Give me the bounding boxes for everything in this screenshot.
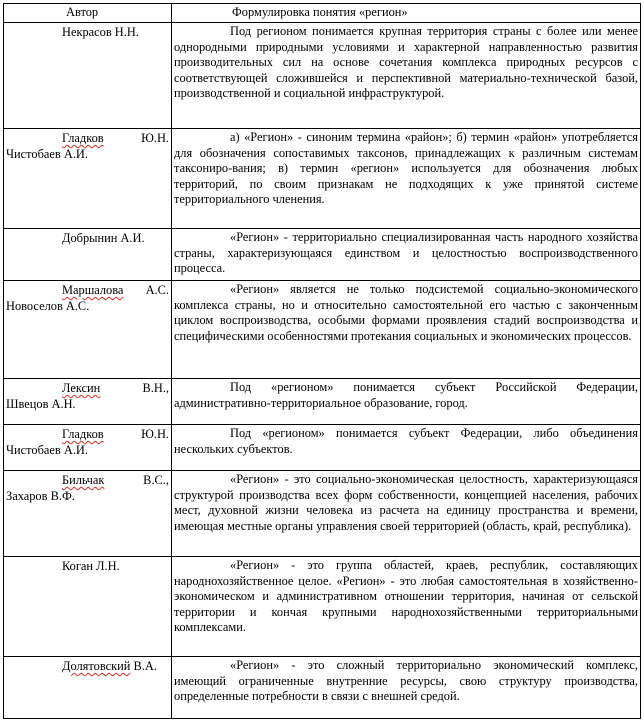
- definition-cell: «Регион» является не только подсистемой социально-экономического комплекса страны, но и относительно самостоятельной его частью с законченным циклом воспроизводства, особыми формами проявления стадий воспроизводства и специфическими особенностями протекания социальных и экономических процессов.: [172, 281, 641, 379]
- definition-cell: «Регион» - это социально-экономическая целостность, характеризующаяся структурой производства всех форм собственности, концепцией населения, рабочих мест, духовной жизни человека из расчета на единицу пространства и времени, имеющая местные органы управления своей территорией (область, край, республика).: [172, 471, 641, 557]
- author-cell: [4, 129, 172, 229]
- definition-cell: «Регион» - это группа областей, краев, республик, составляющих народнохозяйственное целое. «Регион» - это любая самостоятельная в хозяйственно-экономическом и административном отношении территория, начиная от сельской территории и кончая крупными народнохозяйственными территориальными комплексами.: [172, 557, 641, 657]
- author-name: Добрынин А.И.: [62, 231, 145, 245]
- table-row: [4, 657, 641, 719]
- author-column-header: Автор: [4, 4, 172, 23]
- author-name: Гладков Ю.Н. Чистобаев А.И.: [6, 427, 169, 457]
- author-name: Некрасов Н.Н.: [62, 25, 139, 39]
- author-name: Коган Л.Н.: [62, 559, 120, 573]
- table-row: [4, 557, 641, 657]
- author-name: Гладков Ю.Н. Чистобаев А.И.: [6, 131, 169, 161]
- definition-cell: «Регион» - это сложный территориально экономический комплекс, имеющий ограниченные внутренние ресурсы, свою структуру производства, определенные потребности в связи с внешней средой.: [172, 657, 641, 719]
- author-cell: [4, 23, 172, 129]
- table-row: [4, 425, 641, 471]
- author-cell: [4, 425, 172, 471]
- author-cell: [4, 557, 172, 657]
- definition-cell: Под регионом понимается крупная территория страны с более или менее однородными природными условиями и характерной направленностью развития производительных сил на основе сочетания комплекса природных ресурсов с соответствующей сложившейся и перспективной материально-технической базой, производственной и социальной инфраструктурой.: [172, 23, 641, 129]
- definition-column-header: Формулировка понятия «регион»: [172, 4, 641, 23]
- definition-cell: а) «Регион» - синоним термина «район»; б) термин «район» употребляется для обозначения сопоставимых таксонов, принадлежащих к различным системам таксониро-вания; в) термин «регион» используется для обозначения любых территорий, по своим признакам не подходящих к уже принятой системе территориального членения.: [172, 129, 641, 229]
- document-page: [3, 3, 640, 719]
- author-name: Долятовский В.А.: [62, 659, 157, 673]
- author-cell: [4, 657, 172, 719]
- author-name: Маршалова А.С. Новоселов А.С.: [6, 283, 169, 313]
- author-cell: [4, 281, 172, 379]
- table-row: [4, 281, 641, 379]
- table-row: [4, 229, 641, 281]
- table-row: [4, 379, 641, 425]
- table-header-row: [4, 4, 641, 23]
- author-name: Бильчак В.С., Захаров В.Ф.: [6, 473, 169, 503]
- table-row: [4, 471, 641, 557]
- table-body: [4, 23, 641, 719]
- table-row: [4, 129, 641, 229]
- definition-cell: Под «регионом» понимается субъект Российской Федерации, административно-территориальное образование, город.: [172, 379, 641, 425]
- author-cell: [4, 379, 172, 425]
- region-definitions-table: [3, 3, 641, 719]
- author-cell: [4, 229, 172, 281]
- definition-cell: «Регион» - территориально специализированная часть народного хозяйства страны, характеризующаяся единством и целостностью воспроизводственного процесса.: [172, 229, 641, 281]
- table-row: [4, 23, 641, 129]
- author-name: Лексин В.Н., Швецов А.Н.: [6, 381, 169, 411]
- definition-cell: Под «регионом» понимается субъект Федерации, либо объединения нескольких субъектов.: [172, 425, 641, 471]
- author-cell: [4, 471, 172, 557]
